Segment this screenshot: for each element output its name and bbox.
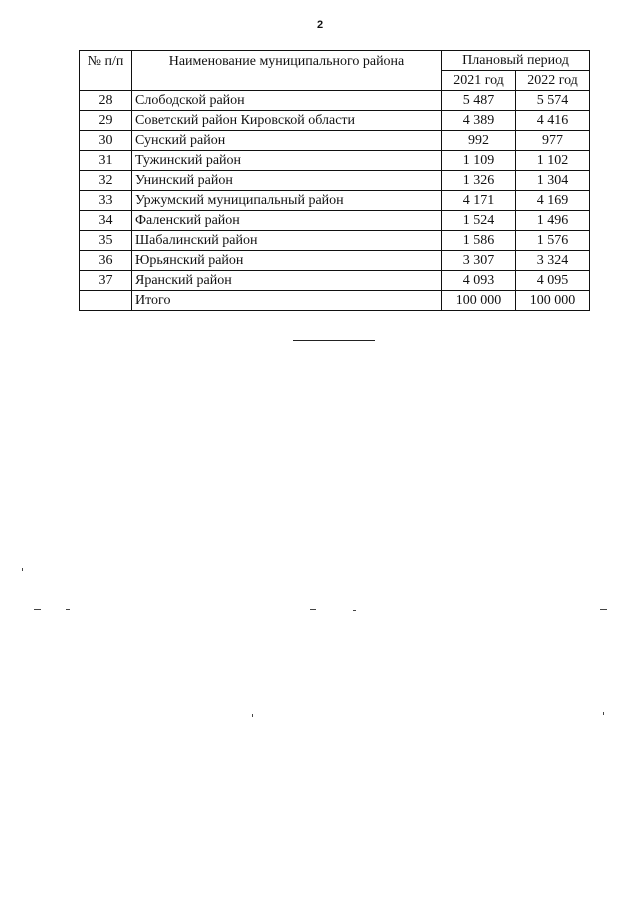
row-2021-cell: 100 000 (442, 291, 516, 311)
table-row (80, 191, 590, 211)
row-2021-cell: 992 (442, 131, 516, 151)
scan-speck (22, 568, 23, 571)
row-2022-cell: 1 304 (516, 171, 590, 191)
row-2022-cell: 4 169 (516, 191, 590, 211)
row-name-cell: Сунский район (132, 131, 442, 151)
header-name: Наименование муниципального района (132, 51, 442, 91)
table-row (80, 251, 590, 271)
row-name-cell: Итого (132, 291, 442, 311)
row-name-cell: Юрьянский район (132, 251, 442, 271)
row-2022-cell: 1 102 (516, 151, 590, 171)
row-name-cell: Шабалинский район (132, 231, 442, 251)
page-number: 2 (316, 19, 324, 31)
row-num-cell: 31 (80, 151, 132, 171)
row-num-cell (80, 291, 132, 311)
scan-speck (310, 609, 316, 610)
row-num-cell: 37 (80, 271, 132, 291)
table-body (80, 91, 590, 311)
table-row (80, 91, 590, 111)
table-header-row (80, 51, 590, 71)
row-2022-cell: 4 095 (516, 271, 590, 291)
table-row (80, 231, 590, 251)
row-2022-cell: 100 000 (516, 291, 590, 311)
row-num-cell: 35 (80, 231, 132, 251)
row-name-cell: Фаленский район (132, 211, 442, 231)
scan-speck (252, 714, 253, 717)
row-2022-cell: 1 576 (516, 231, 590, 251)
row-num-cell: 29 (80, 111, 132, 131)
header-period: Плановый период (442, 51, 590, 71)
table-row (80, 151, 590, 171)
row-2021-cell: 1 326 (442, 171, 516, 191)
allocation-table (79, 50, 590, 311)
table-row (80, 171, 590, 191)
row-num-cell: 32 (80, 171, 132, 191)
header-year-2021: 2021 год (442, 71, 516, 91)
table-row (80, 271, 590, 291)
row-name-cell: Уржумский муниципальный район (132, 191, 442, 211)
total-row (80, 291, 590, 311)
row-2022-cell: 4 416 (516, 111, 590, 131)
table-row (80, 131, 590, 151)
row-name-cell: Яранский район (132, 271, 442, 291)
row-2022-cell: 3 324 (516, 251, 590, 271)
row-name-cell: Тужинский район (132, 151, 442, 171)
row-2021-cell: 4 171 (442, 191, 516, 211)
row-name-cell: Советский район Кировской области (132, 111, 442, 131)
scan-speck (603, 712, 604, 715)
header-num: № п/п (80, 51, 132, 91)
row-2021-cell: 1 586 (442, 231, 516, 251)
row-2021-cell: 4 093 (442, 271, 516, 291)
header-year-2022: 2022 год (516, 71, 590, 91)
scan-speck (600, 609, 607, 610)
scan-speck (66, 609, 70, 610)
row-num-cell: 33 (80, 191, 132, 211)
row-2022-cell: 1 496 (516, 211, 590, 231)
row-2021-cell: 1 524 (442, 211, 516, 231)
end-rule (293, 340, 375, 341)
scan-speck (34, 609, 41, 610)
row-2022-cell: 977 (516, 131, 590, 151)
row-name-cell: Унинский район (132, 171, 442, 191)
row-num-cell: 28 (80, 91, 132, 111)
row-2021-cell: 4 389 (442, 111, 516, 131)
row-num-cell: 34 (80, 211, 132, 231)
scan-speck (353, 610, 356, 611)
row-name-cell: Слободской район (132, 91, 442, 111)
row-num-cell: 30 (80, 131, 132, 151)
row-2021-cell: 5 487 (442, 91, 516, 111)
table-row (80, 211, 590, 231)
table-row (80, 111, 590, 131)
row-2021-cell: 1 109 (442, 151, 516, 171)
row-2022-cell: 5 574 (516, 91, 590, 111)
row-num-cell: 36 (80, 251, 132, 271)
row-2021-cell: 3 307 (442, 251, 516, 271)
